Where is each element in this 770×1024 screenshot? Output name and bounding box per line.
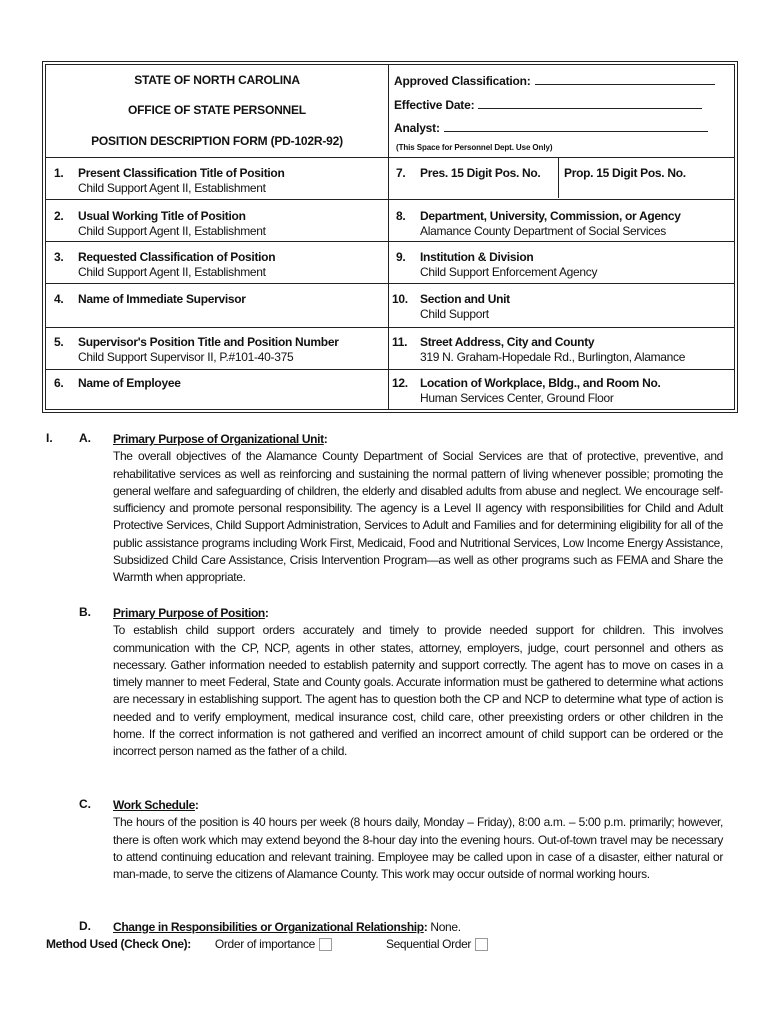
row-divider [46,327,734,328]
analyst-label: Analyst: [394,121,440,135]
field-12-number: 12. [392,376,408,390]
field-5-value[interactable]: Child Support Supervisor II, P.#101-40-375 [78,350,294,364]
field-10-value[interactable]: Child Support [420,307,489,321]
field-3-label: Requested Classification of Position [78,250,276,264]
position-number-divider [558,158,559,198]
field-9[interactable] [396,250,597,280]
field-7-number: 7. [396,166,406,180]
field-2[interactable] [54,209,266,239]
field-3-number: 3. [54,250,64,264]
section-b-letter: B. [79,605,91,619]
field-9-number: 9. [396,250,406,264]
field-1-label: Present Classification Title of Position [78,166,285,180]
field-4-label: Name of Immediate Supervisor [78,292,246,306]
section-c-heading: Work Schedule: [113,798,199,812]
row-divider [46,369,734,370]
field-1[interactable] [54,166,285,196]
table-vertical-divider [388,65,389,409]
field-5-number: 5. [54,335,64,349]
field-12[interactable] [392,376,661,406]
order-of-importance-checkbox[interactable] [319,938,332,951]
office-title: OFFICE OF STATE PERSONNEL [128,103,306,117]
field-4-number: 4. [54,292,64,306]
row-divider [46,283,734,284]
method-label: Method Used (Check One): [46,937,191,951]
section-b [113,605,723,761]
section-roman-numeral: I. [46,431,53,445]
field-8-value[interactable]: Alamance County Department of Social Services [420,224,666,238]
field-6-label: Name of Employee [78,376,181,390]
section-c [113,797,723,883]
approved-classification-field[interactable] [394,74,715,88]
field-7[interactable] [396,166,540,181]
field-4[interactable] [54,292,246,307]
section-c-title: Work Schedule [113,798,195,812]
approved-classification-label: Approved Classification: [394,74,531,88]
field-3[interactable] [54,250,275,280]
field-12-label: Location of Workplace, Bldg., and Room No. [420,376,661,390]
section-c-letter: C. [79,797,91,811]
field-2-number: 2. [54,209,64,223]
field-1-number: 1. [54,166,64,180]
field-5-label: Supervisor's Position Title and Position Number [78,335,339,349]
field-9-value[interactable]: Child Support Enforcement Agency [420,265,598,279]
field-7b[interactable] [564,166,686,181]
field-10[interactable] [392,292,510,322]
field-11-label: Street Address, City and County [420,335,595,349]
effective-date-field[interactable] [394,98,702,112]
section-b-heading: Primary Purpose of Position: [113,606,269,620]
field-10-label: Section and Unit [420,292,510,306]
effective-date-line[interactable] [478,98,702,109]
field-11-number: 11. [392,335,408,349]
form-title: POSITION DESCRIPTION FORM (PD-102R-92) [91,134,343,148]
field-9-label: Institution & Division [420,250,534,264]
sequential-order-label: Sequential Order [385,937,472,951]
field-3-value[interactable]: Child Support Agent II, Establishment [78,265,266,279]
section-b-text: To establish child support orders accurately and timely to provide needed support for children. This involves communication with the CP, NCP, agents in other states, attorney, employers, judge, court personnel and others as necessary. Gather information needed to establish paternity and support correctly. The agent has to move on cases in a timely manner to meet Federal, State and County goals. Accurate information must be gathered to determine what actions are necessary in establishing support. The agent has to question both the CP and NCP to determine what type of action is needed and to verify employment, medical insurance cost, child care, other preexisting orders or other children in the home. If the correct information is not gathered and verified an incorrect amount of child support can be ordered or the incorrect person named as the father of a child. [113,623,723,759]
field-2-value[interactable]: Child Support Agent II, Establishment [78,224,266,238]
field-11[interactable] [392,335,685,365]
section-a-heading: Primary Purpose of Organizational Unit: [113,432,328,446]
analyst-line[interactable] [444,121,708,132]
field-8[interactable] [396,209,681,239]
sequential-order-checkbox[interactable] [475,938,488,951]
personnel-note: (This Space for Personnel Dept. Use Only) [396,143,553,152]
field-11-value[interactable]: 319 N. Graham-Hopedale Rd., Burlington, Alamance [420,350,686,364]
header-table-inner [45,64,735,410]
row-divider [46,241,734,242]
field-10-number: 10. [392,292,408,306]
field-7-label: Pres. 15 Digit Pos. No. [420,166,541,180]
field-5[interactable] [54,335,339,365]
section-d-value: None. [430,920,461,934]
approved-classification-line[interactable] [535,74,715,85]
section-a-letter: A. [79,431,91,445]
section-c-text: The hours of the position is 40 hours per week (8 hours daily, Monday – Friday), 8:00 a.m. – 5:00 p.m. primarily; however, there is often work which may extend beyond the 8-hour day into the evening hours. Out-of-town travel may be necessary to attend continuing education and relevant training. Employee may be called upon in case of a disaster, either natural or man-made, to serve the citizens of Alamance County. This work may occur outside of normal working hours. [113,815,723,882]
row-divider [46,157,734,158]
analyst-field[interactable] [394,121,708,135]
section-a-title: Primary Purpose of Organizational Unit [113,432,324,446]
field-2-label: Usual Working Title of Position [78,209,246,223]
state-title: STATE OF NORTH CAROLINA [134,73,300,87]
field-1-value[interactable]: Child Support Agent II, Establishment [78,181,266,195]
section-a-text: The overall objectives of the Alamance County Department of Social Services are that of protective, preventive, and rehabilitative services as well as reinforcing and sustaining the normal pattern of living whenever possible; promoting the general welfare and safeguarding of children, the elderly and disabled adults from abuse and neglect. We encourage self-sufficiency and promote personal responsibility. The agency is a Level II agency with responsibilities for Child and Adult Protective Services, Child Support Administration, Services to Adult and Families and for determining eligibility for all of the public assistance programs including Work First, Medicaid, Food and Nutritional Services, Low Income Energy Assistance, Subsidized Child Care Assistance, Crisis Intervention Program—as well as other programs such as FEMA and Share the Warmth when appropriate. [113,449,723,585]
section-a [113,431,723,587]
section-d-title: Change in Responsibilities or Organizational Relationship [113,920,424,934]
section-d-letter: D. [79,919,91,933]
header-table [42,61,738,413]
field-12-value[interactable]: Human Services Center, Ground Floor [420,391,614,405]
field-6[interactable] [54,376,181,391]
field-8-label: Department, University, Commission, or Agency [420,209,681,223]
field-6-number: 6. [54,376,64,390]
method-row [46,936,488,953]
order-of-importance-label: Order of importance [214,937,315,951]
effective-date-label: Effective Date: [394,98,475,112]
row-divider [46,199,734,200]
section-b-title: Primary Purpose of Position [113,606,265,620]
field-7b-label: Prop. 15 Digit Pos. No. [564,166,686,180]
field-8-number: 8. [396,209,406,223]
section-d: Change in Responsibilities or Organizational Relationship: None. [113,920,461,934]
